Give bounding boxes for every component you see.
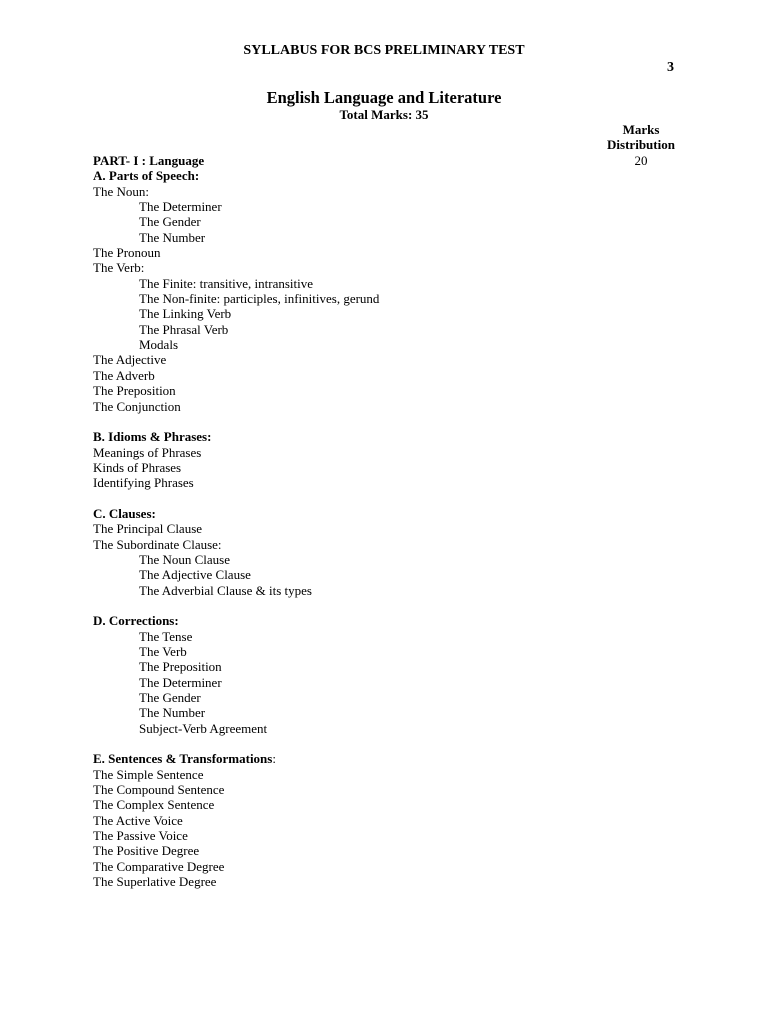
spacer [93, 736, 379, 751]
section-parts-of-speech [93, 168, 379, 414]
sub-list-item: The Number [139, 229, 206, 245]
spacer [93, 491, 379, 506]
list-item: The Comparative Degree [93, 858, 225, 874]
subject-title: English Language and Literature [266, 88, 502, 107]
list-item: Meanings of Phrases [93, 444, 202, 460]
sub-list-item: Subject-Verb Agreement [139, 720, 268, 736]
list-item: The Preposition [93, 383, 176, 399]
section-idioms-phrases [93, 429, 379, 490]
section-heading: E. Sentences & Transformations [93, 751, 273, 767]
section-corrections [93, 613, 379, 736]
sub-list-item: The Gender [139, 214, 201, 230]
sub-list-item: The Adverbial Clause & its types [139, 582, 312, 598]
sub-list-item: The Gender [139, 690, 201, 706]
section-heading-line [93, 751, 379, 766]
section-heading: B. Idioms & Phrases: [93, 429, 212, 445]
spacer [93, 414, 379, 429]
sub-list-item: The Linking Verb [139, 306, 232, 322]
list-item: The Verb: [93, 260, 145, 276]
section-heading: D. Corrections: [93, 613, 179, 629]
sub-list-item: The Tense [139, 628, 193, 644]
list-item: The Active Voice [93, 812, 183, 828]
spacer [93, 598, 379, 613]
section-heading: C. Clauses: [93, 505, 156, 521]
list-item: Identifying Phrases [93, 475, 194, 491]
list-item: The Superlative Degree [93, 874, 217, 890]
list-item: The Conjunction [93, 398, 181, 414]
page-number: 3 [667, 60, 674, 75]
marks-value: 20 [634, 152, 648, 168]
list-item: The Compound Sentence [93, 782, 225, 798]
sub-list-item: The Verb [139, 644, 187, 659]
list-item: The Positive Degree [93, 843, 200, 859]
distribution-label: Distribution [607, 137, 675, 153]
sub-list-item: The Determiner [139, 674, 222, 690]
sub-list-item: The Non-finite: participles, infinitives, gerund [139, 291, 380, 307]
list-item: The Pronoun [93, 245, 161, 261]
sub-list-item: The Number [139, 705, 206, 721]
sub-list-item: The Phrasal Verb [139, 321, 229, 337]
list-item: The Principal Clause [93, 521, 203, 537]
list-item: The Noun: [93, 183, 149, 199]
list-item: The Subordinate Clause: [93, 536, 222, 552]
sub-list-item: The Noun Clause [139, 551, 230, 567]
heading-colon: : [272, 751, 276, 767]
sub-list-item: The Finite: transitive, intransitive [139, 275, 314, 291]
page-header-title: SYLLABUS FOR BCS PRELIMINARY TEST [243, 43, 525, 58]
syllabus-content [93, 153, 379, 890]
list-item: Kinds of Phrases [93, 459, 182, 475]
sub-list-item: The Adjective Clause [139, 567, 251, 583]
section-sentences-transformations [93, 751, 379, 889]
part-heading: PART- I : Language [93, 153, 205, 168]
list-item: The Adverb [93, 367, 155, 383]
list-item: The Simple Sentence [93, 766, 204, 782]
total-marks: Total Marks: 35 [339, 107, 429, 122]
section-clauses [93, 506, 379, 598]
marks-label: Marks [622, 122, 660, 137]
sub-list-item: Modals [139, 337, 178, 353]
marks-distribution-column [592, 122, 690, 168]
list-item: The Complex Sentence [93, 797, 215, 813]
sub-list-item: The Determiner [139, 199, 222, 215]
list-item: The Passive Voice [93, 828, 188, 844]
section-heading: A. Parts of Speech: [93, 168, 200, 184]
sub-list-item: The Preposition [139, 659, 222, 675]
list-item: The Adjective [93, 352, 167, 368]
